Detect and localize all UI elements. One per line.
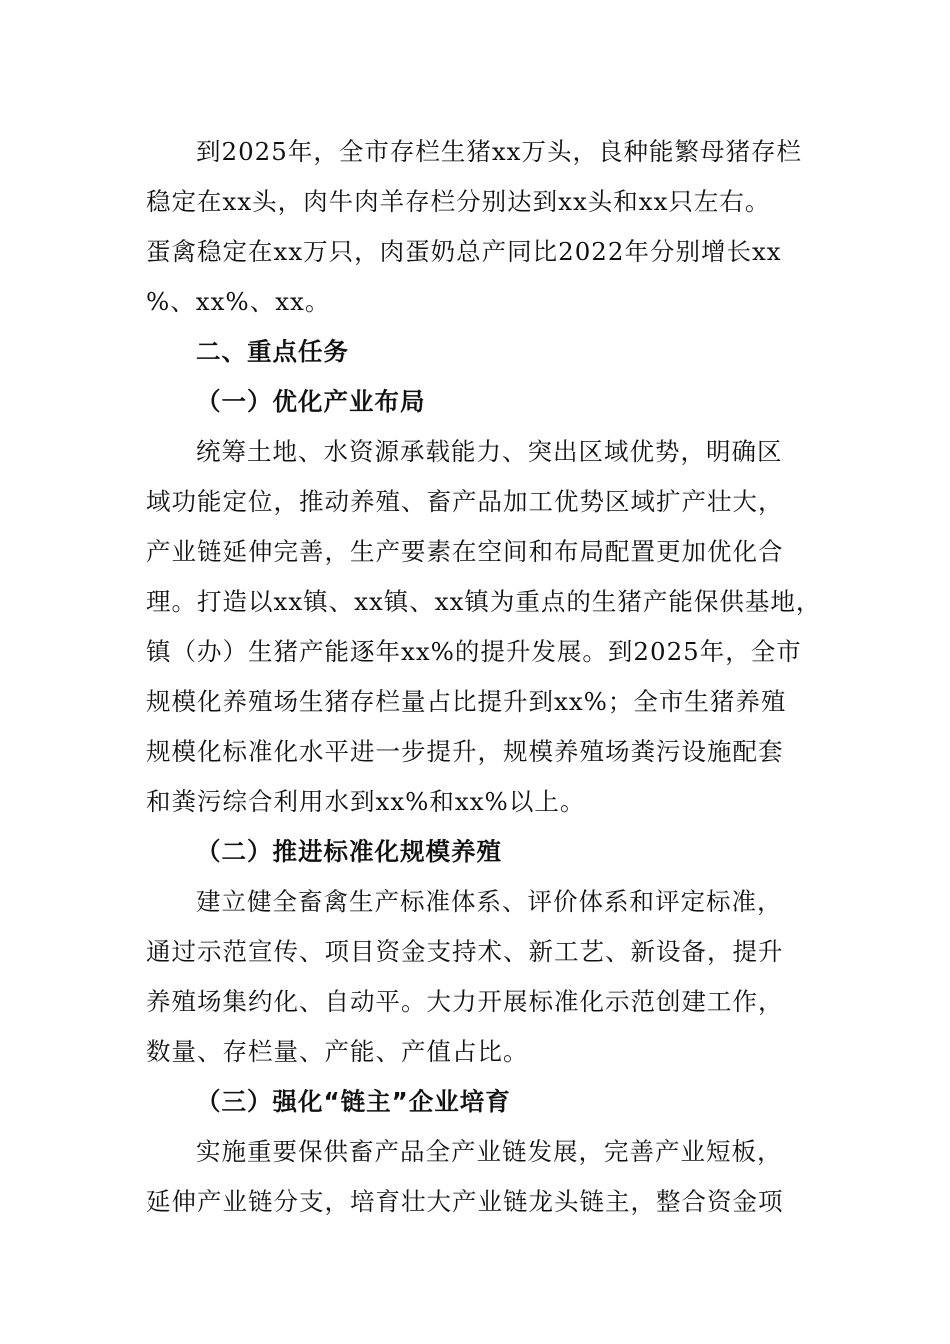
para-3-line-1: 建立健全畜禽生产标准体系、评价体系和评定标准，	[196, 887, 783, 916]
para-2-line-4: 理。打造以xx镇、xx镇、xx镇为重点的生猪产能保供基地，	[146, 587, 822, 616]
subheading-2: （二）推进标准化规模养殖	[196, 837, 502, 866]
para-2-line-8: 和粪污综合利用水到xx%和xx%以上。	[146, 787, 586, 816]
para-2-line-5: 镇（办）生猪产能逐年xx%的提升发展。到2025年，全市	[146, 637, 802, 666]
para-1-line-4: %、xx%、xx。	[146, 287, 331, 316]
para-3-line-3: 养殖场集约化、自动平。大力开展标准化示范创建工作，	[146, 987, 784, 1016]
para-1-line-2: 稳定在xx头，肉牛肉羊存栏分别达到xx头和xx只左右。	[146, 187, 771, 216]
para-4-line-2: 延伸产业链分支，培育壮大产业链龙头链主，整合资金项	[146, 1187, 784, 1216]
subheading-3: （三）强化“链主”企业培育	[196, 1087, 511, 1116]
para-2-line-3: 产业链延伸完善，生产要素在空间和布局配置更加优化合	[146, 537, 784, 566]
para-2-line-6: 规模化养殖场生猪存栏量占比提升到xx%；全市生猪养殖	[146, 687, 787, 716]
para-3-line-2: 通过示范宣传、项目资金支持术、新工艺、新设备，提升	[146, 937, 784, 966]
para-1-line-1: 到2025年，全市存栏生猪xx万头，良种能繁母猪存栏	[196, 137, 802, 166]
para-2-line-2: 域功能定位，推动养殖、畜产品加工优势区域扩产壮大，	[146, 487, 784, 516]
para-4-line-1: 实施重要保供畜产品全产业链发展，完善产业短板，	[196, 1137, 783, 1166]
para-3-line-4: 数量、存栏量、产能、产值占比。	[146, 1037, 529, 1066]
para-1-line-3: 蛋禽稳定在xx万只，肉蛋奶总产同比2022年分别增长xx	[146, 237, 782, 266]
subheading-1: （一）优化产业布局	[196, 387, 426, 416]
para-2-line-7: 规模化标准化水平进一步提升，规模养殖场粪污设施配套	[146, 737, 784, 766]
para-2-line-1: 统筹土地、水资源承载能力、突出区域优势，明确区	[196, 437, 783, 466]
section-heading-key-tasks: 二、重点任务	[196, 337, 349, 366]
